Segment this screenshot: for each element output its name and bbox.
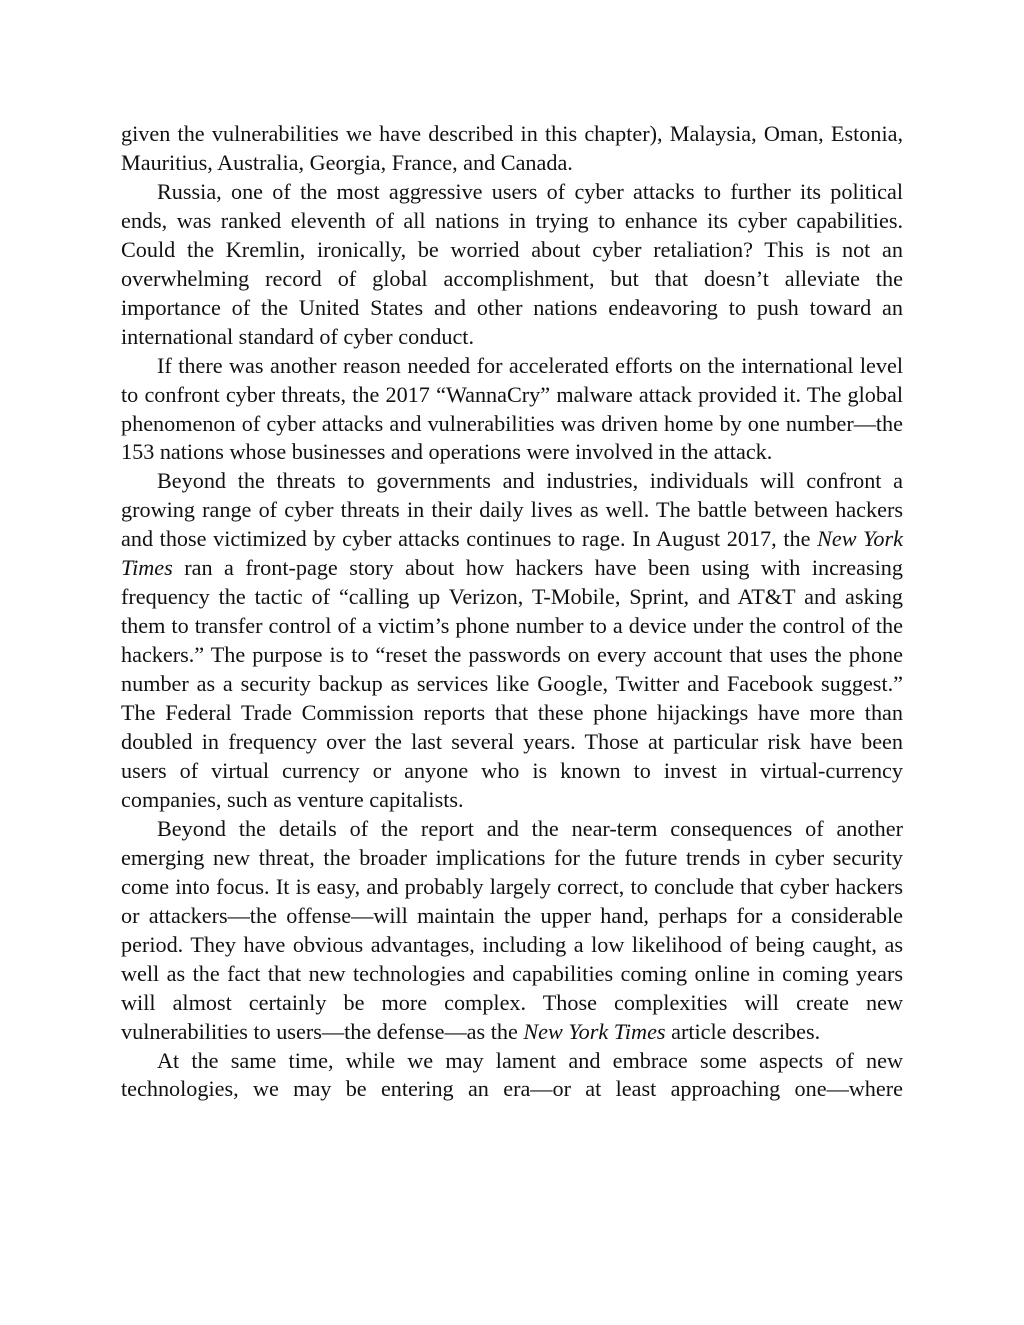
publication-title: New York Times — [523, 1018, 666, 1044]
paragraph-4 — [121, 467, 903, 814]
paragraph-2 — [121, 178, 903, 352]
paragraph-5 — [121, 815, 903, 1047]
page-body — [121, 120, 903, 1104]
paragraph-text: If there was another reason needed for accelerated efforts on the international level to confront cyber threats, the 2017 “WannaCry” malware attack provided it. The global phenomenon of cyber attacks and vulnerabilities was driven home by one number—the 153 nations whose businesses and operations were involved in the attack. — [121, 352, 903, 465]
paragraph-text: At the same time, while we may lament and embrace some aspects of new technologies, we may be entering an era—or at least approaching one—where — [121, 1047, 903, 1102]
paragraph-6 — [121, 1047, 903, 1105]
paragraph-text: article describes. — [665, 1018, 821, 1044]
paragraph-3 — [121, 352, 903, 468]
paragraph-text: ran a front-page story about how hackers have been using with increasing frequency the tactic of “calling up Verizon, T-Mobile, Sprint, and AT&T and asking them to transfer control of a victim’s phone number to a device under the control of the hackers.” The purpose is to “reset the passwords on every account that uses the phone number as a security backup as services like Google, Twitter and Facebook suggest.” The Federal Trade Commission reports that these phone hijackings have more than doubled in frequency over the last several years. Those at particular risk have been users of virtual currency or anyone who is known to invest in virtual-currency companies, such as venture capitalists. — [121, 555, 903, 812]
paragraph-text: Beyond the threats to governments and industries, individuals will confront a growing range of cyber threats in their daily lives as well. The battle between hackers and those victimized by cyber attacks continues to rage. In August 2017, the — [121, 468, 903, 552]
paragraph-text: Beyond the details of the report and the near-term consequences of another emerging new threat, the broader implications for the future trends in cyber security come into focus. It is easy, and probably largely correct, to conclude that cyber hackers or attackers—the offense—will maintain the upper hand, perhaps for a considerable period. They have obvious advantages, including a low likelihood of being caught, as well as the fact that new technologies and capabilities coming online in coming years will almost certainly be more complex. Those complexities will create new vulnerabilities to users—the defense—as the — [121, 815, 903, 1044]
paragraph-1 — [121, 120, 903, 178]
paragraph-text: Russia, one of the most aggressive users of cyber attacks to further its political ends, was ranked eleventh of all nations in trying to enhance its cyber capabilities. Could the Kremlin, ironically, be worried about cyber retaliation? This is not an overwhelming record of global accomplishment, but that doesn’t alleviate the importance of the United States and other nations endeavoring to push toward an international standard of cyber conduct. — [121, 178, 903, 349]
paragraph-text: given the vulnerabilities we have described in this chapter), Malaysia, Oman, Estonia, Mauritius, Australia, Georgia, France, and Canada. — [121, 121, 903, 175]
publication-title: New York Times — [121, 526, 904, 581]
